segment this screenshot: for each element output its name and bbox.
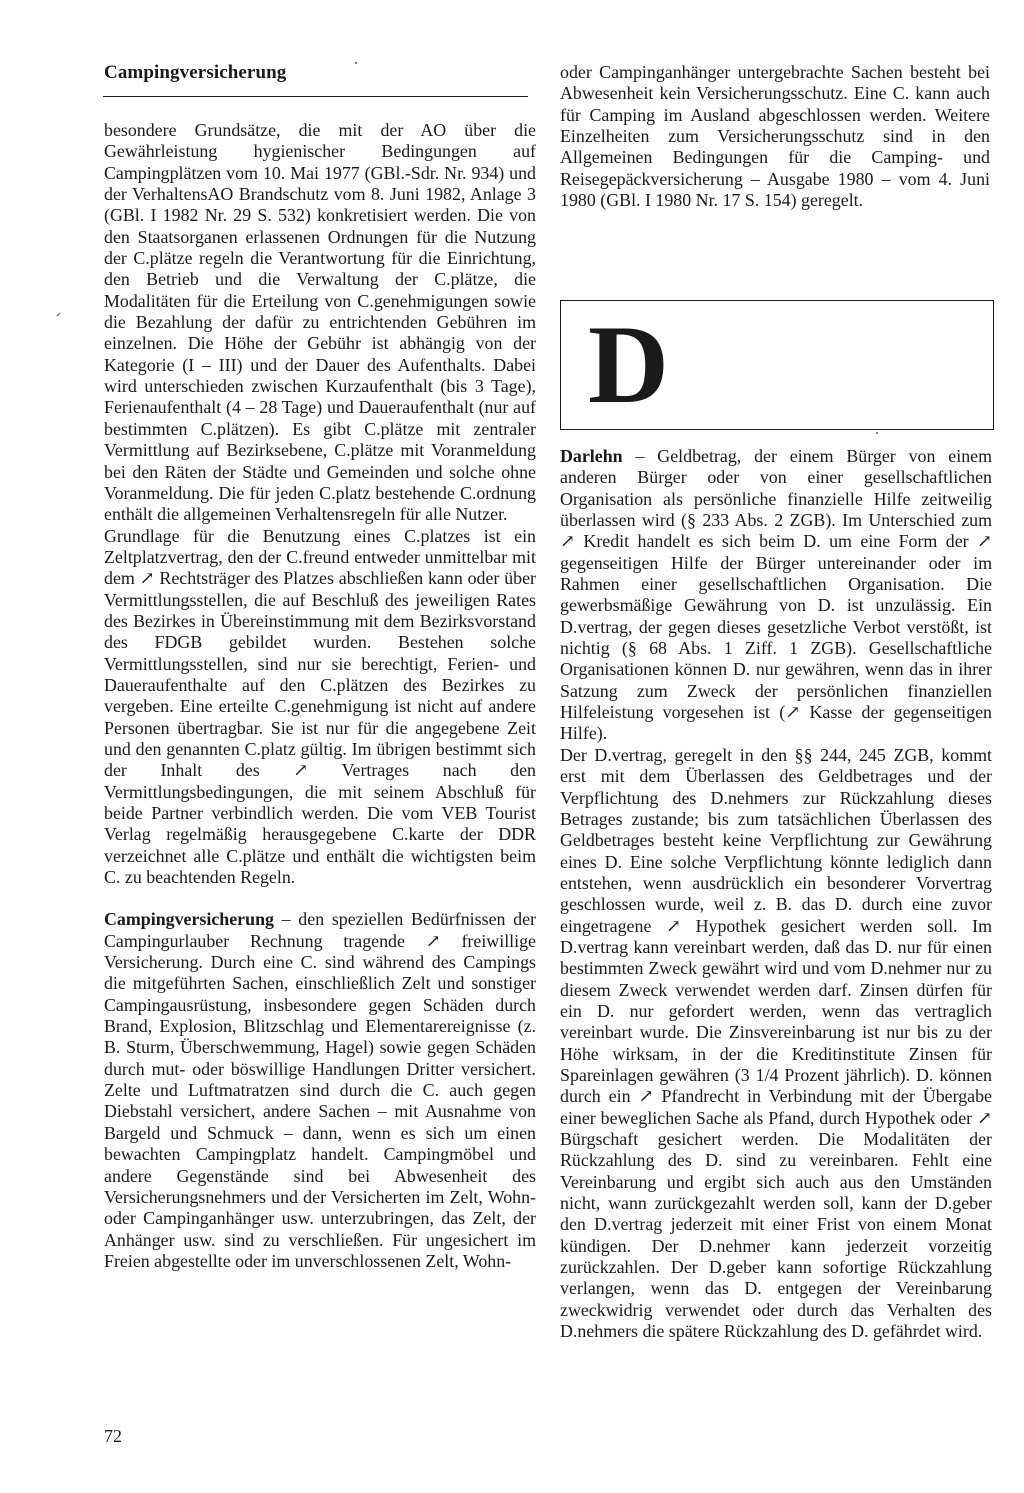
right-paragraph-2: Der D.vertrag, geregelt in den §§ 244, 245 ZGB, kommt erst mit dem Überlassen des Geldbetrages und der Verpflichtung des D.nehmers zur Rückzahlung dieses Betrages zustande; bis zum tatsächlichen Überlassen des Geldbetrages besteht keine Verpflichtung zur Gewährung eines D. Eine solche Verpflichtung könnte lediglich dann entstehen, wenn ausdrücklich ein besonderer Vorvertrag geschlossen wurde, weil z. B. das D. durch eine zuvor eingetragene ↗ Hypothek gesichert werden soll. Im D.vertrag kann vereinbart werden, daß das D. nur für einen bestimmten Zweck gewährt wird und vom D.nehmer nur zu diesem Zweck verwendet werden darf. Zinsen dürfen für ein D. nur gefordert werden, wenn das vertraglich vereinbart wurde. Die Zinsvereinbarung ist nur bis zu der Höhe wirksam, in der die Kreditinstitute Zinsen für Spareinlagen gewähren (3 1/4 Prozent jährlich). D. können durch ein ↗ Pfandrecht in Verbindung mit der Übergabe einer beweglichen Sache als Pfand, durch Hypothek oder ↗ Bürgschaft gesichert werden. Die Modalitäten der Rückzahlung des D. sind zu vereinbaren. Fehlt eine Vereinbarung und ergibt sich auch aus den Umständen nicht, wann zurückgezahlt werden soll, kann der D.geber den D.vertrag jederzeit mit einer Frist von einem Monat kündigen. Der D.nehmer kann jederzeit vorzeitig zurückzahlen. Der D.geber kann sofortige Rückzahlung verlangen, wenn das D. entgegen der Vereinbarung zweckwidrig verwendet oder durch das Verhalten des D.nehmers die spätere Rückzahlung des D. gefährdet wird. <box>560 744 992 1342</box>
entry-text: – Geldbetrag, der einem Bürger von einem anderen Bürger oder von einer gesellschaftlichen Organisation als persönliche finanzielle Hilfe zeitweilig überlassen wird (§ 233 Abs. 2 ZGB). Im Unterschied zum ↗ Kredit handelt es sich beim D. um eine Form der ↗ gegenseitigen Hilfe der Bürger untereinander oder im Rahmen einer gesellschaftlichen Organisation. Die gewerbsmäßige Gewährung von D. ist unzulässig. Ein D.vertrag, der gegen dieses gesetzliche Verbot verstößt, ist nichtig (§ 68 Abs. 1 Ziff. 1 ZGB). Gesellschaftliche Organisationen können D. nur gewähren, wenn das in ihrer Satzung zum Zweck der persönlichen finanziellen Hilfeleistung vorgesehen ist (↗ Kasse der gegenseitigen Hilfe). <box>560 446 992 744</box>
right-column-top <box>560 62 990 211</box>
running-head: Campingversicherung <box>104 62 287 83</box>
scan-speck <box>876 432 878 434</box>
entry-lemma: Darlehn <box>560 446 623 466</box>
entry-lemma: Campingversicherung <box>104 909 274 930</box>
left-column <box>104 120 536 1272</box>
entry-darlehn <box>560 446 992 745</box>
scan-speck <box>355 62 357 64</box>
letter-heading: D <box>588 303 669 427</box>
entry-text: – den speziellen Bedürfnissen der Campingurlauber Rechnung tragende ↗ freiwillige Versicherung. Durch eine C. sind während des Campings die mitgeführten Sachen, einschließlich Zelt und sonstiger Campingausrüstung, insbesondere gegen Schäden durch Brand, Explosion, Blitzschlag und Elementarereignisse (z. B. Sturm, Überschwemmung, Hagel) sowie gegen Schäden durch mut- oder böswillige Handlungen Dritter versichert. Zelte und Luftmatratzen sind durch die C. auch gegen Diebstahl versichert, andere Sachen – mit Ausnahme von Bargeld und Schmuck – dann, wenn es sich um einen bewachten Campingplatz handelt. Campingmöbel und andere Gegenstände sind bei Abwesenheit des Versicherungsnehmers und der Versicherten im Zelt, Wohn- oder Campinganhänger usw. unterzubringen, das Zelt, der Anhänger usw. sind zu verschließen. Für ungesichert im Freien abgestellte oder im unverschlossenen Zelt, Wohn- <box>104 909 536 1271</box>
right-column-bottom <box>560 446 992 1342</box>
right-continuation-paragraph: oder Campinganhänger untergebrachte Sachen besteht bei Abwesenheit kein Versicherungsschutz. Eine C. kann auch für Camping im Ausland abgeschlossen werden. Weitere Einzelheiten zum Versicherungsschutz sind in den Allgemeinen Bedingungen für die Camping- und Reisegepäckversicherung – Ausgabe 1980 – vom 4. Juni 1980 (GBl. I 1980 Nr. 17 S. 154) geregelt. <box>560 62 990 211</box>
left-paragraph-1: besondere Grundsätze, die mit der AO über die Gewährleistung hygienischer Bedingungen auf Campingplätzen vom 10. Mai 1977 (GBl.-Sdr. Nr. 934) und der VerhaltensAO Brandschutz vom 8. Juni 1982, Anlage 3 (GBl. I 1982 Nr. 29 S. 532) konkretisiert werden. Die von den Staatsorganen erlassenen Ordnungen für die Nutzung der C.plätze regeln die Verantwortung für die Einrichtung, den Betrieb und die Verwaltung der C.plätze, die Modalitäten für die Erteilung von C.genehmigungen sowie die Bezahlung der dafür zu entrichtenden Gebühren im einzelnen. Die Höhe der Gebühr ist abhängig von der Kategorie (I – III) und der Dauer des Aufenthalts. Dabei wird unterschieden zwischen Kurzaufenthalt (bis 3 Tage), Ferienaufenthalt (4 – 28 Tage) und Daueraufenthalt (nur auf bestimmten C.plätzen). Es gibt C.plätze mit zentraler Vermittlung auf Bezirksebene, C.plätze mit Voranmeldung bei den Räten der Städte und Gemeinden und solche ohne Voranmeldung. Die für jeden C.platz bestehende C.ordnung enthält die allgemeinen Verhaltensregeln für alle Nutzer. <box>104 120 536 525</box>
entry-campingversicherung <box>104 909 536 1272</box>
page-number: 72 <box>104 1426 122 1446</box>
header-rule <box>103 96 528 97</box>
left-paragraph-2: Grundlage für die Benutzung eines C.platzes ist ein Zeltplatzvertrag, den der C.freund entweder unmittelbar mit dem ↗ Rechtsträger des Platzes abschließen kann oder über Vermittlungsstellen, die auf Beschluß des jeweiligen Rates des Bezirkes in Übereinstimmung mit dem Bezirksvorstand des FDGB gebildet wurden. Bestehen solche Vermittlungsstellen, sind nur sie berechtigt, Ferien- und Daueraufenthalte auf den C.plätzen des Bezirkes zu vergeben. Eine erteilte C.genehmigung ist nicht auf andere Personen übertragbar. Sie ist nur für die angegebene Zeit und den genannten C.platz gültig. Im übrigen bestimmt sich der Inhalt des ↗ Vertrages nach den Vermittlungsbedingungen, die mit seinem Abschluß für beide Partner verbindlich werden. Die vom VEB Tourist Verlag regelmäßig herausgegebene C.karte der DDR verzeichnet alle C.plätze und enthält die wichtigsten beim C. zu beachtenden Regeln. <box>104 525 536 888</box>
scan-speck <box>56 312 60 316</box>
